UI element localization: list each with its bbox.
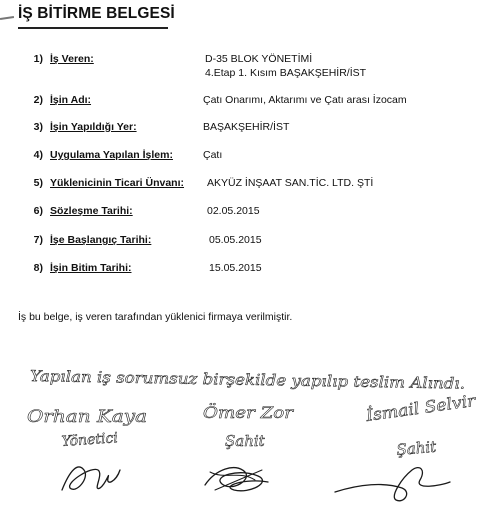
field-number: 5) [33, 177, 43, 189]
field-value: BAŞAKŞEHİR/İST [203, 121, 290, 133]
field-number: 3) [33, 121, 43, 133]
field-number: 2) [33, 94, 43, 106]
signatory-role-1: Yönetici [61, 430, 119, 450]
field-number: 4) [33, 149, 43, 161]
document-title: İŞ BİTİRME BELGESİ [18, 5, 175, 22]
field-value: 02.05.2015 [207, 205, 260, 217]
field-value: Çatı [203, 149, 223, 161]
field-label: İşin Yapıldığı Yer: [50, 121, 137, 133]
signature-sahit-2 [335, 468, 450, 501]
signatory-name-2: Ömer Zor [203, 403, 282, 422]
field-value-line2: 4.Etap 1. Kısım BAŞAKŞEHİR/İST [205, 67, 367, 79]
field-label: İşin Bitim Tarihi: [50, 262, 132, 274]
handwritten-statement: Yapılan iş sorumsuz birşekilde yapılıp teslim Alındı. [29, 367, 422, 392]
field-value: 05.05.2015 [209, 234, 262, 246]
signatory-role-3: Şahit [395, 437, 437, 459]
field-label: İşin Adı: [50, 94, 92, 106]
field-label: İş Veren: [50, 53, 94, 65]
field-label: İşe Başlangıç Tarihi: [50, 234, 152, 246]
field-number: 8) [33, 262, 43, 274]
field-label: Sözleşme Tarihi: [50, 205, 133, 217]
issuance-note: İş bu belge, iş veren tarafından yüklenici firmaya verilmiştir. [18, 311, 293, 323]
field-value: D-35 BLOK YÖNETİMİ [205, 53, 313, 65]
field-value: Çatı Onarımı, Aktarımı ve Çatı arası İzocam [203, 94, 407, 106]
signatory-name-1: Orhan Kaya [27, 407, 147, 427]
field-number: 1) [33, 53, 43, 65]
field-number: 7) [33, 234, 43, 246]
signature-yonetici [62, 467, 120, 490]
signatory-name-3: İsmail Selvir [364, 391, 469, 425]
field-label: Yüklenicinin Ticari Ünvanı: [50, 177, 185, 189]
field-value: AKYÜZ İNŞAAT SAN.TİC. LTD. ŞTİ [207, 177, 374, 189]
field-label: Uygulama Yapılan İşlem: [50, 149, 173, 161]
field-value: 15.05.2015 [209, 262, 262, 274]
field-number: 6) [33, 205, 43, 217]
signatory-role-2: Şahit [225, 432, 265, 450]
